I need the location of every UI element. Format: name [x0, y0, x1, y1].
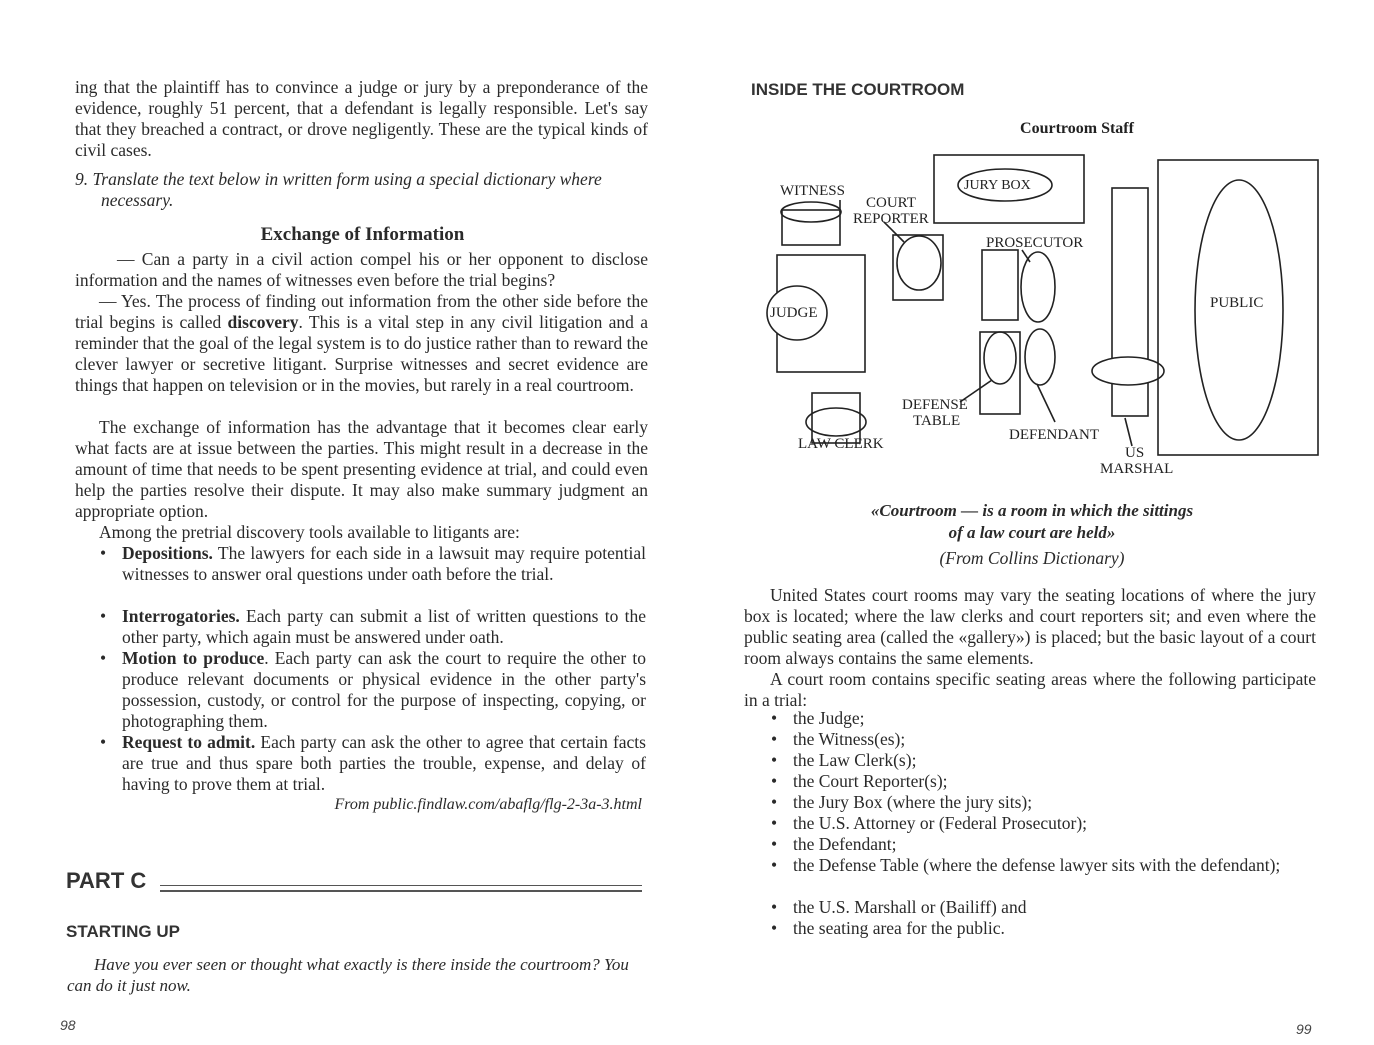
part-divider: [160, 885, 642, 892]
list-item: • the Witness(es);: [771, 729, 906, 749]
us-marshal-seat: [1092, 357, 1164, 385]
definition-source: (From Collins Dictionary): [939, 548, 1125, 568]
list-item: • the Defense Table (where the defense lawyer sits with the defendant);: [771, 855, 1281, 875]
starting-up-question: Have you ever seen or thought what exactly is there inside the courtroom? You can do it just now.: [67, 955, 629, 995]
discovery-term: discovery: [227, 312, 299, 332]
tool-text: Each party can submit a list of written questions to the other party, which again must be answered under oath.: [122, 606, 646, 647]
tool-item-motion-to-produce: • Motion to produce. Each party can ask the court to require the other to produce relevant documents or physical evidence in the other party's possession, custody, or control for the purpose of inspecting, copying, or photographing them.: [100, 648, 647, 731]
list-item: • the U.S. Marshall or (Bailiff) and: [771, 897, 1027, 917]
defendant-seat: [1025, 329, 1055, 385]
tools-intro: Among the pretrial discovery tools available to litigants are:: [99, 522, 520, 542]
intro-paragraph: ing that the plaintiff has to convince a judge or jury by a preponderance of the evidence, roughly 51 percent, that a defendant is legally responsible. Let's say that they breached a contract, or drove negligently. These are the typical kinds of civil cases.: [75, 77, 648, 160]
label-judge: JUDGE: [770, 305, 818, 321]
label-us: US: [1125, 445, 1145, 461]
label-law-clerk: LAW CLERK: [798, 436, 884, 452]
label-marshal: MARSHAL: [1100, 461, 1174, 477]
definition-line-1: «Courtroom — is a room in which the sittings: [870, 501, 1194, 520]
tool-text: . Each party can ask the court to require the other to produce relevant documents or physical evidence in the other party's possession, custody, or control for the purpose of inspecting, copying, or photographing them.: [122, 648, 647, 731]
section-title: Exchange of Information: [260, 224, 465, 245]
label-court: COURT: [866, 195, 916, 211]
label-reporter: REPORTER: [853, 211, 929, 227]
tool-item-depositions: • Depositions. The lawyers for each side in a lawsuit may require potential witnesses to answer oral questions under oath before the trial.: [100, 543, 646, 584]
question-paragraph: — Can a party in a civil action compel his or her opponent to disclose information and the names of witnesses even before the trial begins?: [75, 249, 648, 290]
witness-box: [782, 210, 840, 245]
definition-line-2: of a law court are held»: [948, 523, 1116, 542]
list-item: • the Judge;: [771, 708, 865, 728]
list-item: • the U.S. Attorney or (Federal Prosecutor);: [771, 813, 1088, 833]
court-reporter-seat: [897, 236, 941, 290]
prosecutor-seat: [1021, 252, 1055, 322]
label-defense: DEFENSE: [902, 397, 968, 413]
list-item: • the Defendant;: [771, 834, 897, 854]
exchange-paragraph: The exchange of information has the advantage that it becomes clear early what facts are at issue between the parties. This might result in a decrease in the amount of time that needs to be spent presenting evidence at trial, and could even help the parties resolve their dispute. It may also make summary judgment an appropriate option.: [75, 417, 648, 521]
diagram-title: Courtroom Staff: [1020, 120, 1134, 137]
starting-up-heading: STARTING UP: [66, 922, 180, 941]
prosecutor-table: [982, 250, 1018, 320]
tool-term: Request to admit.: [122, 732, 256, 752]
tool-text: The lawyers for each side in a lawsuit may require potential witnesses to answer oral questions under oath before the trial.: [122, 543, 646, 584]
tool-term: Depositions.: [122, 543, 213, 563]
tool-item-request-to-admit: • Request to admit. Each party can ask the other to agree that certain facts are true and thus spare both parties the trouble, expense, and delay of having to prove them at trial.: [100, 732, 646, 794]
part-title: PART C: [66, 868, 147, 893]
right-page: [687, 0, 1374, 1045]
layout-paragraph: United States court rooms may vary the seating locations of where the jury box is located; where the law clerks and court reporters sit; and even where the public seating area (called the «gallery») is placed; but the basic layout of a court room always contains the same elements.: [744, 585, 1316, 668]
tool-term: Motion to produce: [122, 648, 265, 668]
courtroom-diagram: [762, 120, 1322, 490]
page-number-left: 98: [60, 1017, 76, 1033]
answer-paragraph: [75, 291, 648, 396]
source-line: From public.findlaw.com/abaflg/flg-2-3a-3.html: [334, 796, 642, 813]
list-item: • the Court Reporter(s);: [771, 771, 948, 791]
list-item: • the Law Clerk(s);: [771, 750, 917, 770]
participants-intro: A court room contains specific seating areas where the following participate in a trial:: [744, 669, 1316, 710]
answer-intro: — Yes. The process of finding out information from the other side before the trial begins is called: [75, 291, 648, 332]
tool-text: Each party can ask the other to agree that certain facts are true and thus spare both parties the trouble, expense, and delay of having to prove them at trial.: [122, 732, 646, 794]
answer-rest: . This is a vital step in any civil litigation and a reminder that the goal of the legal system is to do justice rather than to reward the clever lawyer or secretive litigant. Surprise witnesses and secret evidence are things that happen on television or in the movies, but rarely in a real courtroom.: [75, 312, 648, 395]
task-9: 9. Translate the text below in written form using a special dictionary where necessary.: [75, 169, 602, 210]
label-table: TABLE: [913, 413, 961, 429]
label-prosecutor: PROSECUTOR: [986, 235, 1084, 251]
witness-chair: [781, 202, 841, 222]
label-defendant: DEFENDANT: [1009, 427, 1099, 443]
tool-term: Interrogatories.: [122, 606, 240, 626]
courtroom-heading: INSIDE THE COURTROOM: [751, 80, 965, 99]
page-number-right: 99: [1296, 1021, 1312, 1037]
label-witness: WITNESS: [780, 183, 845, 199]
label-jury-box: JURY BOX: [964, 178, 1031, 193]
list-item: • the seating area for the public.: [771, 918, 1005, 938]
label-public: PUBLIC: [1210, 295, 1264, 311]
list-item: • the Jury Box (where the jury sits);: [771, 792, 1033, 812]
defense-seat-1: [984, 332, 1016, 384]
tool-item-interrogatories: • Interrogatories. Each party can submit a list of written questions to the other party, which again must be answered under oath.: [100, 606, 646, 647]
law-clerk-seat: [806, 408, 866, 436]
